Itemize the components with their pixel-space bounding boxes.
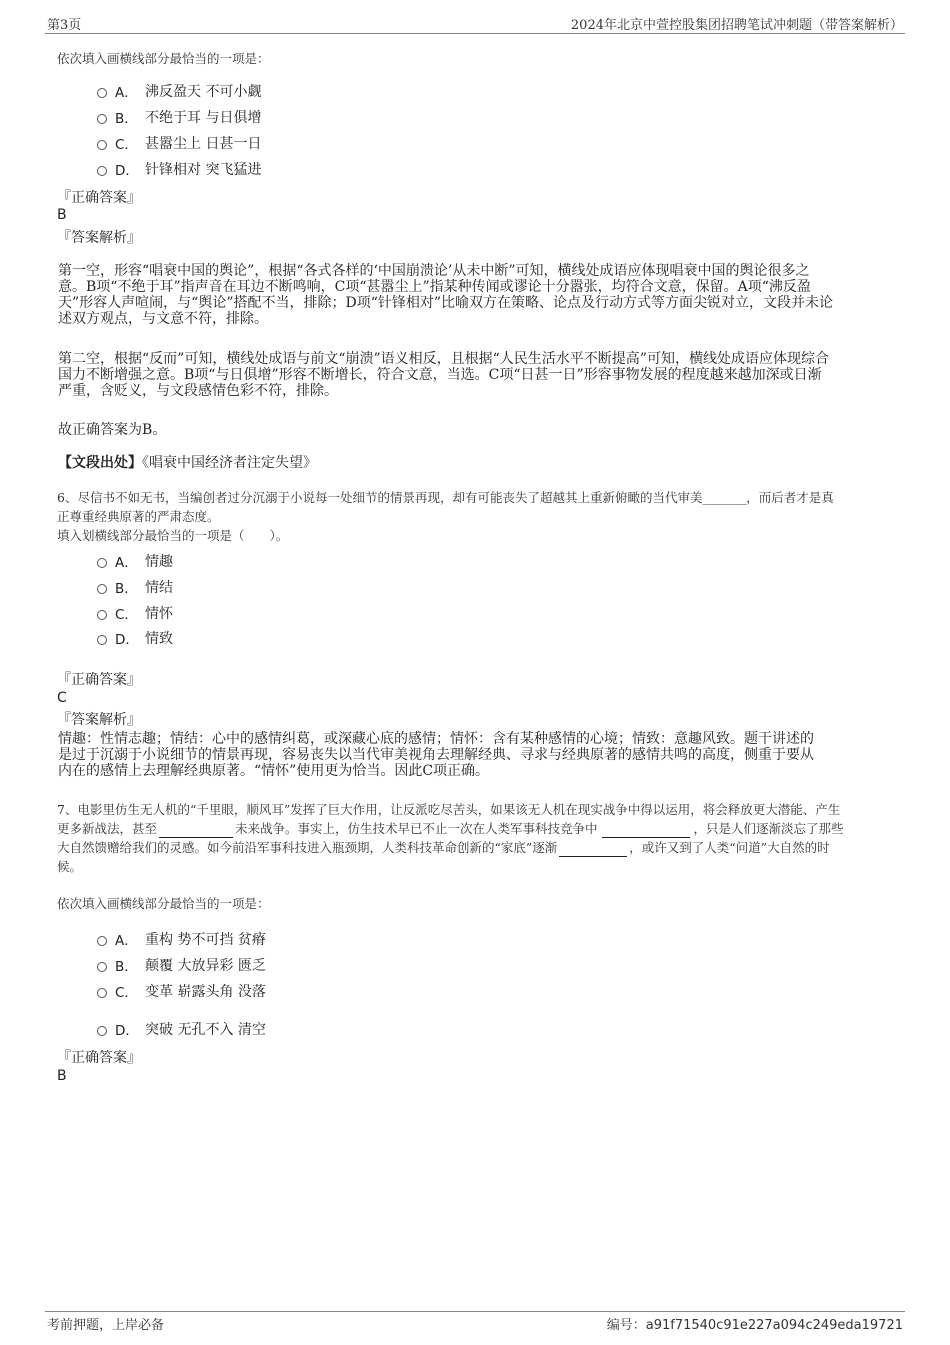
code-value: a91f71540c91e227a094c249eda19721 (645, 1318, 903, 1333)
analysis-line: 情趣：性情志趣；情结：心中的感情纠葛，或深藏心底的感情；情怀：含有某种感情的心境；情致：意趣风致。题干讲述的 (58, 731, 814, 747)
q5-option-a[interactable] (97, 81, 261, 101)
option-letter: A． (115, 933, 138, 949)
q7-option-d[interactable] (97, 1019, 266, 1039)
q7-option-b[interactable] (97, 955, 266, 975)
radio-icon[interactable] (97, 635, 107, 645)
analysis-line: 严重，含贬义，与文段感情色彩不符，排除。 (58, 383, 338, 399)
option-text: 情趣 (145, 554, 173, 570)
option-letter: B． (115, 959, 138, 975)
footer-divider (45, 1311, 905, 1312)
q6-option-a[interactable] (97, 551, 173, 571)
document-code (607, 1314, 903, 1333)
radio-icon[interactable] (97, 166, 107, 176)
question-line: 7、电影里仿生无人机的“千里眼，顺风耳”发挥了巨大作用，让反派吃尽苦头，如果该无人机在现实战争中得以运用，将会释放更大潜能、产生 (57, 802, 841, 817)
radio-icon[interactable] (97, 584, 107, 594)
blank-3 (559, 842, 627, 857)
q5-answer: B (57, 207, 67, 223)
radio-icon[interactable] (97, 140, 107, 150)
q5-analysis-paragraph-2 (58, 351, 898, 399)
q6-option-b[interactable] (97, 577, 173, 597)
analysis-line: 内在的感情上去理解经典原著。“情怀”使用更为恰当。因此C项正确。 (58, 763, 490, 779)
analysis-line: 是过于沉溺于小说细节的情景再现，容易丧失以当代审美视角去理解经典、寻求与经典原著的感情共鸣的高度，侧重于要从 (58, 747, 814, 763)
q5-answer-label: 『正确答案』 (57, 190, 141, 206)
footer-slogan: 考前押题，上岸必备 (47, 1318, 165, 1333)
q7-option-c[interactable] (97, 981, 266, 1001)
option-text: 变革 崭露头角 没落 (145, 984, 266, 1000)
question-line: 6、尽信书不如无书，当编创者过分沉溺于小说每一处细节的情景再现，却有可能丧失了超越其上重新俯瞰的当代审美_______，而后者才是真 (57, 490, 834, 505)
analysis-line: 意。B项“不绝于耳”指声音在耳边不断鸣响，C项“甚嚣尘上”指某种传闻或谬论十分嚣张，均符合文意，保留。A项“沸反盈 (58, 279, 811, 295)
q6-option-d[interactable] (97, 628, 173, 648)
q7-answer-label: 『正确答案』 (57, 1050, 141, 1066)
option-letter: D． (115, 1023, 139, 1039)
q6-answer-label: 『正确答案』 (57, 672, 141, 688)
question-line: 正尊重经典原著的严肃态度。 (57, 509, 220, 524)
radio-icon[interactable] (97, 88, 107, 98)
option-letter: D． (115, 163, 139, 179)
option-letter: A． (115, 555, 138, 571)
q5-option-d[interactable] (97, 159, 261, 179)
option-letter: C． (115, 985, 138, 1001)
option-letter: B． (115, 111, 138, 127)
code-label: 编号： (606, 1318, 646, 1333)
analysis-line: 第一空，形容“唱衰中国的舆论”，根据“各式各样的‘中国崩溃论’从未中断”可知，横线处成语应体现唱衰中国的舆论很多之 (58, 263, 810, 279)
option-text: 重构 势不可挡 贫瘠 (145, 932, 266, 948)
q5-source (58, 455, 317, 471)
option-text: 颠覆 大放异彩 匮乏 (145, 958, 266, 974)
radio-icon[interactable] (97, 610, 107, 620)
blank-2 (602, 823, 690, 838)
q6-analysis-label: 『答案解析』 (57, 712, 141, 728)
question-line: 大自然馈赠给我们的灵感。如今前沿军事科技进入瓶颈期，人类科技革命创新的“家底”逐渐 ，或许又到了人类“问道”大自然的时 (57, 840, 830, 855)
q6-question (57, 488, 907, 545)
analysis-line: 述双方观点，与文意不符，排除。 (58, 311, 268, 327)
question-line: 更多新战法，甚至 未来战争。事实上，仿生技术早已不止一次在人类军事科技竞争中 ，只是人们逐渐淡忘了那些 (57, 821, 844, 836)
document-title: 2024年北京中萱控股集团招聘笔试冲刺题（带答案解析） (570, 18, 903, 33)
analysis-line: 国力不断增强之意。B项“与日俱增”形容不断增长，符合文意，当选。C项“日甚一日”形容事物发展的程度越来越加深或日渐 (58, 367, 822, 383)
q7-option-a[interactable] (97, 929, 266, 949)
q5-option-b[interactable] (97, 107, 261, 127)
radio-icon[interactable] (97, 1026, 107, 1036)
header-divider (45, 33, 905, 34)
analysis-line: 第二空，根据“反而”可知，横线处成语与前文“崩溃”语义相反，且根据“人民生活水平不断提高”可知，横线处成语应体现综合 (58, 351, 829, 367)
q6-option-c[interactable] (97, 603, 173, 623)
q6-answer: C (57, 690, 67, 706)
q5-conclusion: 故正确答案为B。 (58, 422, 167, 438)
source-label: 【文段出处】 (58, 455, 142, 471)
radio-icon[interactable] (97, 962, 107, 972)
option-text: 甚嚣尘上 日甚一日 (145, 136, 262, 152)
question-line: 填入划横线部分最恰当的一项是（ ）。 (57, 528, 289, 543)
question-line: 候。 (57, 859, 83, 874)
q5-prompt: 依次填入画横线部分最恰当的一项是： (57, 51, 270, 66)
page-number: 第3页 (47, 18, 82, 33)
option-text: 沸反盈天 不可小觑 (145, 84, 262, 100)
option-text: 不绝于耳 与日俱增 (145, 110, 262, 126)
radio-icon[interactable] (97, 936, 107, 946)
q7-prompt: 依次填入画横线部分最恰当的一项是： (57, 896, 270, 911)
option-text: 情结 (145, 580, 173, 596)
radio-icon[interactable] (97, 114, 107, 124)
option-text: 情致 (145, 631, 173, 647)
q5-analysis-paragraph-1 (58, 263, 898, 327)
source-text: 《唱衰中国经济者注定失望》 (142, 455, 317, 471)
option-letter: B． (115, 581, 138, 597)
radio-icon[interactable] (97, 558, 107, 568)
q5-analysis-label: 『答案解析』 (57, 230, 141, 246)
option-letter: C． (115, 607, 138, 623)
q6-analysis (58, 731, 898, 779)
option-letter: A． (115, 85, 138, 101)
option-text: 针锋相对 突飞猛进 (145, 162, 262, 178)
option-letter: C． (115, 137, 138, 153)
blank-1 (159, 823, 233, 838)
option-text: 突破 无孔不入 清空 (145, 1022, 266, 1038)
analysis-line: 天”形容人声喧闹，与“舆论”搭配不当，排除；D项“针锋相对”比喻双方在策略、论点及行动方式等方面尖锐对立，文段并未论 (58, 295, 834, 311)
option-letter: D． (115, 632, 139, 648)
radio-icon[interactable] (97, 988, 107, 998)
option-text: 情怀 (145, 606, 173, 622)
q7-answer: B (57, 1068, 67, 1084)
q7-question (57, 800, 907, 876)
q5-option-c[interactable] (97, 133, 261, 153)
